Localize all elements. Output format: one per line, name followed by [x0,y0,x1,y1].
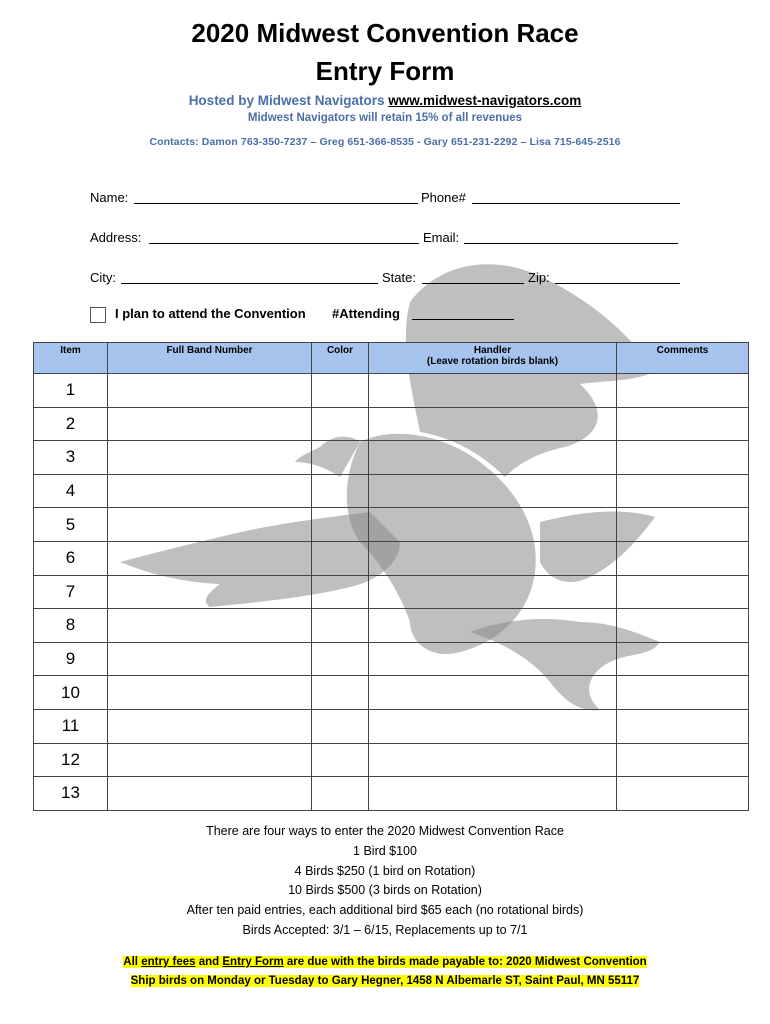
table-row [34,575,749,609]
address-field[interactable] [149,231,419,244]
footer-text: entry fees [141,956,196,968]
name-field[interactable] [134,191,418,204]
table-row [34,609,749,643]
hosted-by-line [0,93,770,108]
info-line: 1 Bird $100 [353,843,417,858]
item-number: 9 [34,642,108,676]
comments-cell[interactable] [617,777,749,811]
name-label: Name: [90,190,129,205]
city-label: City: [90,270,116,285]
page-title-line1: 2020 Midwest Convention Race [191,18,579,48]
item-number: 12 [34,743,108,777]
table-row [34,541,749,575]
handler-cell[interactable] [369,474,617,508]
table-row [34,508,749,542]
band-cell[interactable] [108,743,312,777]
entries-table [33,342,749,811]
item-number: 5 [34,508,108,542]
color-cell[interactable] [312,474,369,508]
header-item: Item [34,343,108,374]
table-row [34,642,749,676]
header-handler-note: (Leave rotation birds blank) [426,356,559,367]
comments-cell[interactable] [617,609,749,643]
handler-cell[interactable] [369,642,617,676]
website-link[interactable]: www.midwest-navigators.com [388,93,582,108]
table-row [34,676,749,710]
footer-highlight: Ship birds on Monday or Tuesday to Gary Hegner, 1458 N Albemarle ST, Saint Paul, MN 55117 [130,975,640,987]
item-number: 3 [34,441,108,475]
handler-cell[interactable] [369,541,617,575]
band-cell[interactable] [108,508,312,542]
comments-cell[interactable] [617,709,749,743]
attend-checkbox-label: I plan to attend the Convention [115,306,306,321]
attend-row [90,306,520,324]
item-number: 8 [34,609,108,643]
info-line: 10 Birds $500 (3 birds on Rotation) [288,883,482,898]
hosted-by-text: Hosted by Midwest Navigators [188,93,385,108]
color-cell[interactable] [312,609,369,643]
info-line: There are four ways to enter the 2020 Midwest Convention Race [206,824,564,838]
page-title-line2: Entry Form [315,56,455,86]
comments-cell[interactable] [617,541,749,575]
header-color: Color [312,343,369,374]
handler-cell[interactable] [369,709,617,743]
info-line: 4 Birds $250 (1 bird on Rotation) [294,863,476,878]
band-cell[interactable] [108,642,312,676]
comments-cell[interactable] [617,474,749,508]
band-cell[interactable] [108,441,312,475]
item-number: 10 [34,676,108,710]
color-cell[interactable] [312,575,369,609]
checkbox-icon[interactable] [90,307,106,323]
comments-cell[interactable] [617,743,749,777]
handler-cell[interactable] [369,374,617,408]
table-row [34,743,749,777]
band-cell[interactable] [108,541,312,575]
attending-label: #Attending [332,306,400,321]
info-line: After ten paid entries, each additional bird $65 each (no rotational birds) [186,903,584,918]
band-cell[interactable] [108,709,312,743]
footer-payment-note [0,956,770,968]
footer-text: and [195,956,223,968]
footer-highlight [123,956,646,968]
band-cell[interactable] [108,609,312,643]
state-field[interactable] [422,271,524,284]
zip-label: Zip: [528,270,550,285]
footer-text: Entry Form [222,956,284,968]
email-label: Email: [423,230,460,245]
entry-info [0,822,770,941]
item-number: 6 [34,541,108,575]
color-cell[interactable] [312,642,369,676]
phone-label: Phone# [421,190,466,205]
color-cell[interactable] [312,709,369,743]
band-cell[interactable] [108,575,312,609]
handler-cell[interactable] [369,743,617,777]
handler-cell[interactable] [369,407,617,441]
info-line: Birds Accepted: 3/1 – 6/15, Replacements up to 7/1 [242,922,528,937]
item-number: 4 [34,474,108,508]
handler-cell[interactable] [369,609,617,643]
email-field[interactable] [464,231,678,244]
phone-field[interactable] [472,191,680,204]
comments-cell[interactable] [617,374,749,408]
table-row [34,777,749,811]
color-cell[interactable] [312,743,369,777]
color-cell[interactable] [312,541,369,575]
state-label: State: [382,270,416,285]
handler-cell[interactable] [369,441,617,475]
comments-cell[interactable] [617,575,749,609]
footer-text: are due with the birds made payable to: 2020 Midwest Convention [283,956,647,968]
zip-field[interactable] [555,271,680,284]
item-number: 11 [34,709,108,743]
header-comments: Comments [617,343,749,374]
comments-cell[interactable] [617,441,749,475]
comments-cell[interactable] [617,676,749,710]
color-cell[interactable] [312,676,369,710]
table-row [34,709,749,743]
table-row [34,441,749,475]
table-row [34,407,749,441]
attending-count-field[interactable] [412,307,514,320]
handler-cell[interactable] [369,508,617,542]
table-header-row [34,343,749,374]
table-row [34,374,749,408]
footer-shipping-note [0,975,770,987]
band-cell[interactable] [108,407,312,441]
handler-cell[interactable] [369,676,617,710]
address-label: Address: [90,230,142,245]
color-cell[interactable] [312,407,369,441]
header-handler-title: Handler [473,345,512,356]
comments-cell[interactable] [617,407,749,441]
comments-cell[interactable] [617,642,749,676]
color-cell[interactable] [312,441,369,475]
contacts-line: Contacts: Damon 763-350-7237 – Greg 651-366-8535 - Gary 651-231-2292 – Lisa 715-645-2516 [149,136,621,148]
color-cell[interactable] [312,508,369,542]
color-cell[interactable] [312,777,369,811]
retain-note: Midwest Navigators will retain 15% of all revenues [247,112,523,124]
band-cell[interactable] [108,474,312,508]
item-number: 2 [34,407,108,441]
handler-cell[interactable] [369,777,617,811]
comments-cell[interactable] [617,508,749,542]
item-number: 7 [34,575,108,609]
header-band: Full Band Number [108,343,312,374]
header-handler [369,343,617,374]
band-cell[interactable] [108,676,312,710]
item-number: 13 [34,777,108,811]
footer-text: All [123,956,142,968]
city-field[interactable] [121,271,378,284]
color-cell[interactable] [312,374,369,408]
item-number: 1 [34,374,108,408]
band-cell[interactable] [108,374,312,408]
band-cell[interactable] [108,777,312,811]
table-row [34,474,749,508]
handler-cell[interactable] [369,575,617,609]
